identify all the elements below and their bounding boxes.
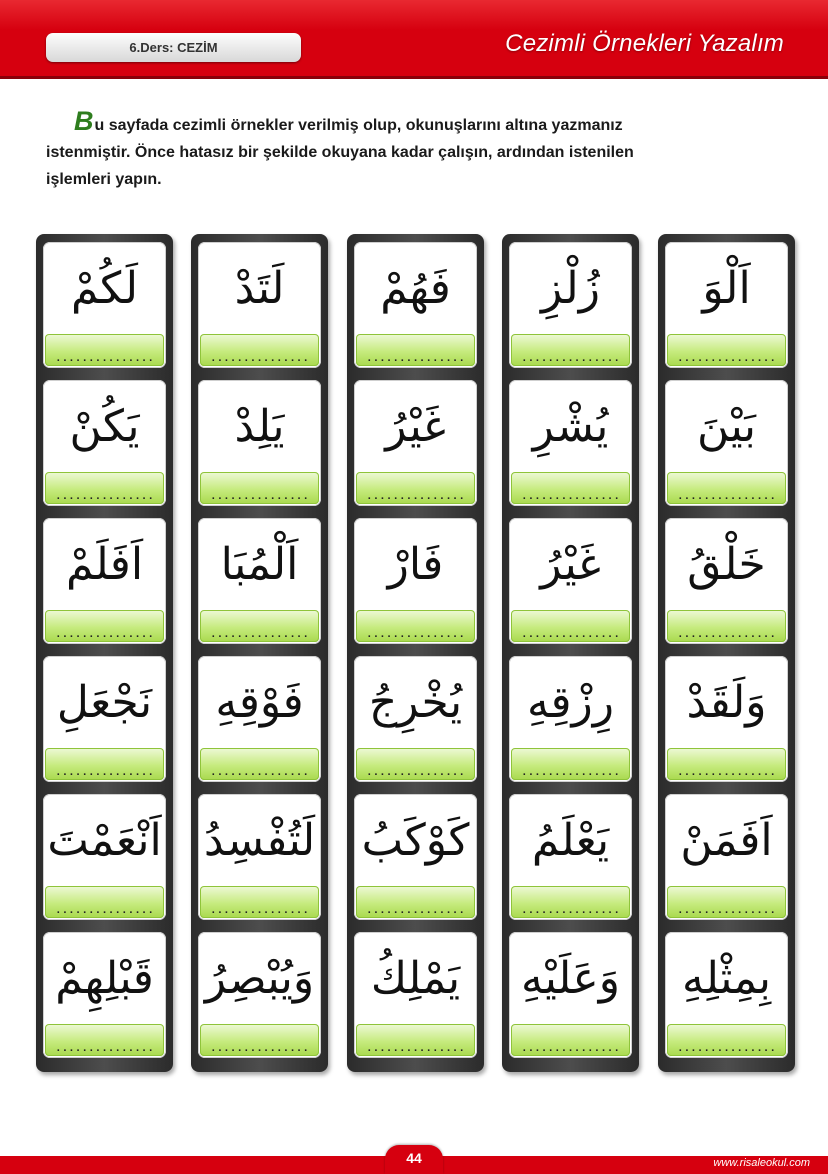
answer-field[interactable] (667, 334, 786, 366)
answer-placeholder: ............... (365, 491, 466, 503)
word-card (354, 380, 477, 506)
answer-placeholder: ............... (520, 767, 621, 779)
answer-field[interactable] (511, 334, 630, 366)
arabic-word: غَيْرُ (540, 539, 601, 590)
answer-field[interactable] (200, 748, 319, 780)
word-card (509, 380, 632, 506)
answer-field[interactable] (200, 610, 319, 642)
answer-placeholder: ............... (209, 767, 310, 779)
word-card (43, 656, 166, 782)
word-card (198, 242, 321, 368)
word-card (509, 932, 632, 1058)
answer-placeholder: ............... (54, 1043, 155, 1055)
word-card (509, 656, 632, 782)
arabic-word: يُخْرِجُ (368, 677, 463, 728)
word-column-1 (36, 234, 173, 1072)
arabic-word: يَلِدْ (234, 401, 285, 452)
arabic-word: بِمِثْلِهِ (681, 953, 772, 1004)
answer-field[interactable] (45, 886, 164, 918)
instructions-line-2: istenmiştir. Önce hatasız bir şekilde okuyana kadar çalışın, ardından istenilen (46, 143, 634, 161)
word-card (665, 242, 788, 368)
arabic-word: فَارْ (387, 539, 444, 590)
word-card (43, 380, 166, 506)
answer-placeholder: ............... (676, 905, 777, 917)
answer-placeholder: ............... (209, 629, 310, 641)
word-card (509, 242, 632, 368)
answer-field[interactable] (200, 1024, 319, 1056)
word-column-2 (191, 234, 328, 1072)
word-card (43, 794, 166, 920)
arabic-word: وَعَلَيْهِ (521, 953, 620, 1004)
word-card (198, 794, 321, 920)
answer-placeholder: ............... (520, 1043, 621, 1055)
word-card (509, 794, 632, 920)
arabic-word: اَفَمَنْ (680, 815, 773, 866)
arabic-word: يُشْرِ (532, 401, 609, 452)
word-card (665, 932, 788, 1058)
answer-field[interactable] (200, 886, 319, 918)
answer-placeholder: ............... (209, 353, 310, 365)
answer-field[interactable] (511, 472, 630, 504)
answer-field[interactable] (356, 886, 475, 918)
header-shine (0, 0, 828, 30)
answer-field[interactable] (667, 748, 786, 780)
answer-placeholder: ............... (209, 905, 310, 917)
answer-field[interactable] (511, 886, 630, 918)
arabic-word: غَيْرُ (385, 401, 446, 452)
answer-placeholder: ............... (209, 1043, 310, 1055)
answer-placeholder: ............... (54, 629, 155, 641)
word-card (665, 380, 788, 506)
answer-placeholder: ............... (365, 1043, 466, 1055)
arabic-word: كَوْكَبُ (361, 815, 470, 866)
arabic-word: نَجْعَلِ (56, 677, 153, 728)
answer-field[interactable] (45, 1024, 164, 1056)
answer-placeholder: ............... (365, 767, 466, 779)
answer-field[interactable] (356, 1024, 475, 1056)
answer-field[interactable] (45, 472, 164, 504)
arabic-word: اَفَلَمْ (65, 539, 144, 590)
dropcap: B (74, 106, 94, 136)
word-card (665, 656, 788, 782)
word-card (354, 794, 477, 920)
arabic-word: يَمْلِكُ (370, 953, 461, 1004)
answer-field[interactable] (356, 334, 475, 366)
answer-field[interactable] (667, 610, 786, 642)
answer-field[interactable] (356, 472, 475, 504)
word-card (509, 518, 632, 644)
arabic-word: يَعْلَمُ (531, 815, 610, 866)
word-card (43, 518, 166, 644)
word-card (354, 242, 477, 368)
arabic-word: لَتَدْ (234, 263, 285, 314)
arabic-word: اَنْعَمْتَ (47, 815, 162, 866)
answer-field[interactable] (200, 472, 319, 504)
answer-field[interactable] (356, 748, 475, 780)
arabic-word: خَلْقُ (687, 539, 766, 590)
answer-placeholder: ............... (676, 353, 777, 365)
answer-field[interactable] (511, 1024, 630, 1056)
answer-field[interactable] (356, 610, 475, 642)
answer-field[interactable] (667, 472, 786, 504)
answer-placeholder: ............... (676, 767, 777, 779)
word-card (665, 794, 788, 920)
arabic-word: قَبْلِهِمْ (55, 953, 154, 1004)
word-card (354, 656, 477, 782)
word-column-4 (502, 234, 639, 1072)
answer-placeholder: ............... (520, 491, 621, 503)
answer-placeholder: ............... (520, 905, 621, 917)
answer-field[interactable] (45, 748, 164, 780)
arabic-word: اَلْوَ (702, 263, 751, 314)
answer-field[interactable] (667, 1024, 786, 1056)
word-card (43, 932, 166, 1058)
answer-placeholder: ............... (365, 353, 466, 365)
answer-field[interactable] (511, 748, 630, 780)
word-card (198, 932, 321, 1058)
arabic-word: فَهُمْ (380, 263, 451, 314)
arabic-word: فَوْقِهِ (215, 677, 304, 728)
answer-placeholder: ............... (209, 491, 310, 503)
answer-placeholder: ............... (54, 767, 155, 779)
answer-placeholder: ............... (676, 491, 777, 503)
word-column-3 (347, 234, 484, 1072)
answer-placeholder: ............... (54, 353, 155, 365)
word-card (198, 656, 321, 782)
instructions-paragraph (46, 106, 766, 194)
answer-field[interactable] (511, 610, 630, 642)
answer-placeholder: ............... (54, 491, 155, 503)
answer-placeholder: ............... (520, 629, 621, 641)
word-card (354, 932, 477, 1058)
answer-placeholder: ............... (520, 353, 621, 365)
answer-field[interactable] (45, 334, 164, 366)
word-card (665, 518, 788, 644)
arabic-word: اَلْمُبَا (220, 539, 299, 590)
arabic-word: لَكُمْ (71, 263, 138, 314)
answer-placeholder: ............... (676, 629, 777, 641)
instructions-line-1: u sayfada cezimli örnekler verilmiş olup, okunuşlarını altına yazmanız (94, 117, 623, 134)
word-column-5 (658, 234, 795, 1072)
answer-placeholder: ............... (54, 905, 155, 917)
answer-field[interactable] (45, 610, 164, 642)
word-card (354, 518, 477, 644)
lesson-label: 6.Ders: CEZİM (46, 33, 301, 62)
arabic-word: لَتُفْسِدُ (203, 815, 316, 866)
arabic-word: يَكُنْ (69, 401, 140, 452)
arabic-word: وَيُبْصِرُ (204, 953, 315, 1004)
word-card (43, 242, 166, 368)
instructions-line-3: işlemleri yapın. (46, 170, 162, 188)
answer-field[interactable] (667, 886, 786, 918)
answer-placeholder: ............... (676, 1043, 777, 1055)
footer-website: www.risaleokul.com (713, 1157, 810, 1169)
word-card (198, 518, 321, 644)
page-title: Cezimli Örnekleri Yazalım (505, 30, 784, 57)
arabic-word: بَيْنَ (696, 401, 757, 452)
arabic-word: رِزْقِهِ (526, 677, 615, 728)
arabic-word: زُلْزِ (541, 263, 600, 314)
answer-placeholder: ............... (365, 629, 466, 641)
page-number: 44 (406, 1150, 422, 1166)
arabic-word: وَلَقَدْ (686, 677, 767, 728)
word-card (198, 380, 321, 506)
answer-placeholder: ............... (365, 905, 466, 917)
answer-field[interactable] (200, 334, 319, 366)
